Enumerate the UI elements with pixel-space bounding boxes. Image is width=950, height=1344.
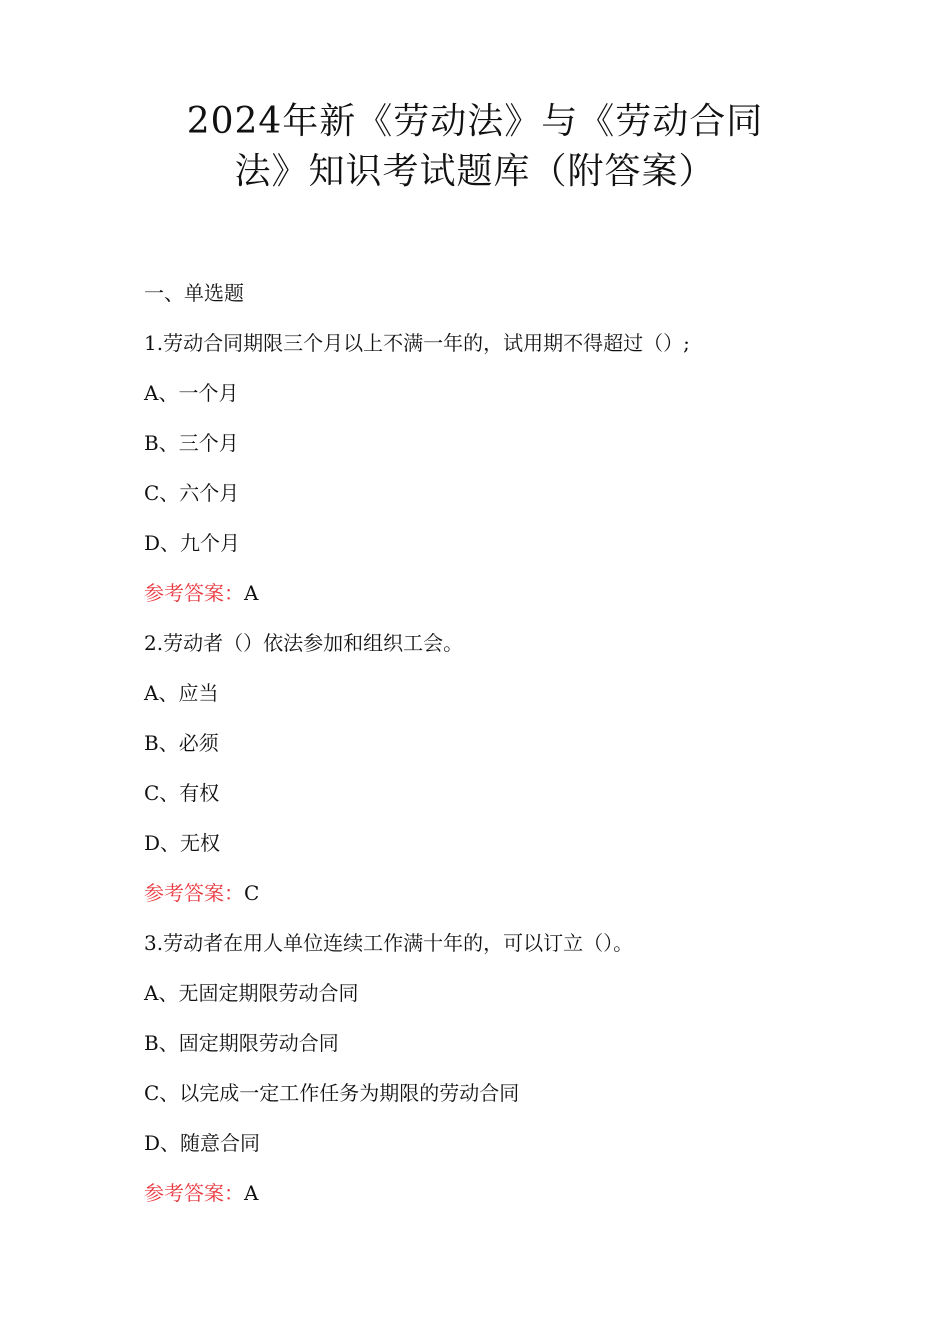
answer-label: 参考答案： xyxy=(144,881,244,905)
answer-line xyxy=(144,868,844,918)
question-3 xyxy=(144,918,844,1218)
option-c: C、六个月 xyxy=(144,481,240,505)
option-c: C、有权 xyxy=(144,781,220,805)
answer-label: 参考答案： xyxy=(144,581,244,605)
option-d: D、九个月 xyxy=(144,531,241,555)
answer-line xyxy=(144,1168,844,1218)
option-b: B、必须 xyxy=(144,731,219,755)
document-title-line-2: 法》知识考试题库（附答案） xyxy=(234,151,716,192)
question-stem: 2.劳动者（）依法参加和组织工会。 xyxy=(144,631,464,655)
option-a: A、应当 xyxy=(144,681,219,705)
answer-value: A xyxy=(244,581,259,605)
answer-label: 参考答案： xyxy=(144,1181,244,1205)
answer-line xyxy=(144,568,844,618)
option-a: A、一个月 xyxy=(144,381,239,405)
option-d: D、随意合同 xyxy=(144,1131,261,1155)
question-1 xyxy=(144,318,844,618)
section-heading: 一、单选题 xyxy=(144,281,244,305)
answer-value: C xyxy=(244,881,260,905)
document-title-line-1: 2024年新《劳动法》与《劳动合同 xyxy=(186,101,764,142)
option-c: C、以完成一定工作任务为期限的劳动合同 xyxy=(144,1081,520,1105)
option-b: B、固定期限劳动合同 xyxy=(144,1031,339,1055)
option-b: B、三个月 xyxy=(144,431,239,455)
option-d: D、无权 xyxy=(144,831,221,855)
option-a: A、无固定期限劳动合同 xyxy=(144,981,359,1005)
question-2 xyxy=(144,618,844,918)
question-stem: 1.劳动合同期限三个月以上不满一年的，试用期不得超过（）; xyxy=(144,331,690,355)
question-bank xyxy=(144,268,844,1218)
answer-value: A xyxy=(244,1181,259,1205)
question-stem: 3.劳动者在用人单位连续工作满十年的，可以订立（）。 xyxy=(144,931,634,955)
